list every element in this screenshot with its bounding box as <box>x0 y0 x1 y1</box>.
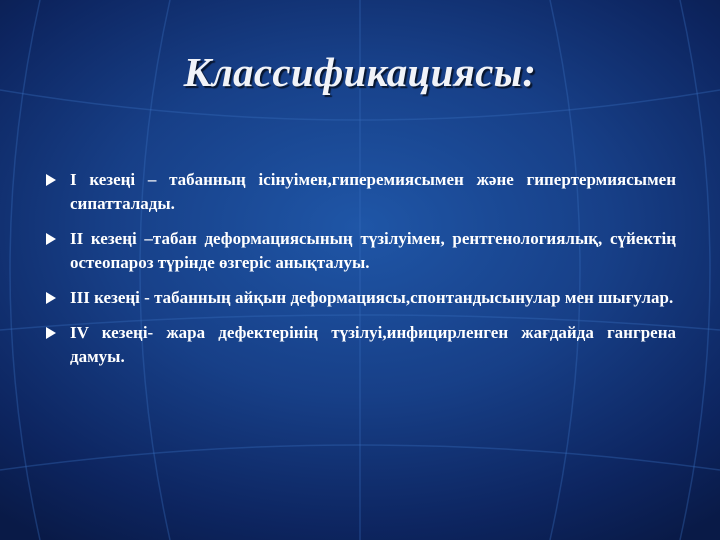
list-item <box>46 321 676 369</box>
bullet-arrow-icon <box>46 327 56 339</box>
bullet-list <box>46 168 676 380</box>
bullet-arrow-icon <box>46 233 56 245</box>
slide-title: Классификациясы: <box>183 49 537 95</box>
list-item <box>46 227 676 275</box>
list-item-text: IV кезеңі- жара дефектерінің түзілуі,инфицирленген жағдайда гангрена дамуы. <box>70 323 676 366</box>
bullet-arrow-icon <box>46 174 56 186</box>
list-item <box>46 168 676 216</box>
list-item-text: I кезеңі – табанның ісінуімен,гиперемиясымен және гипертермиясымен сипатталады. <box>70 170 676 213</box>
list-item-text: III кезеңі - табанның айқын деформациясы,спонтандысынулар мен шығулар. <box>70 288 674 307</box>
bullet-arrow-icon <box>46 292 56 304</box>
list-item <box>46 286 676 310</box>
list-item-text: II кезеңі –табан деформациясының түзілуімен, рентгенологиялық, сүйектің остеопароз түрінде өзгеріс анықталуы. <box>70 229 676 272</box>
